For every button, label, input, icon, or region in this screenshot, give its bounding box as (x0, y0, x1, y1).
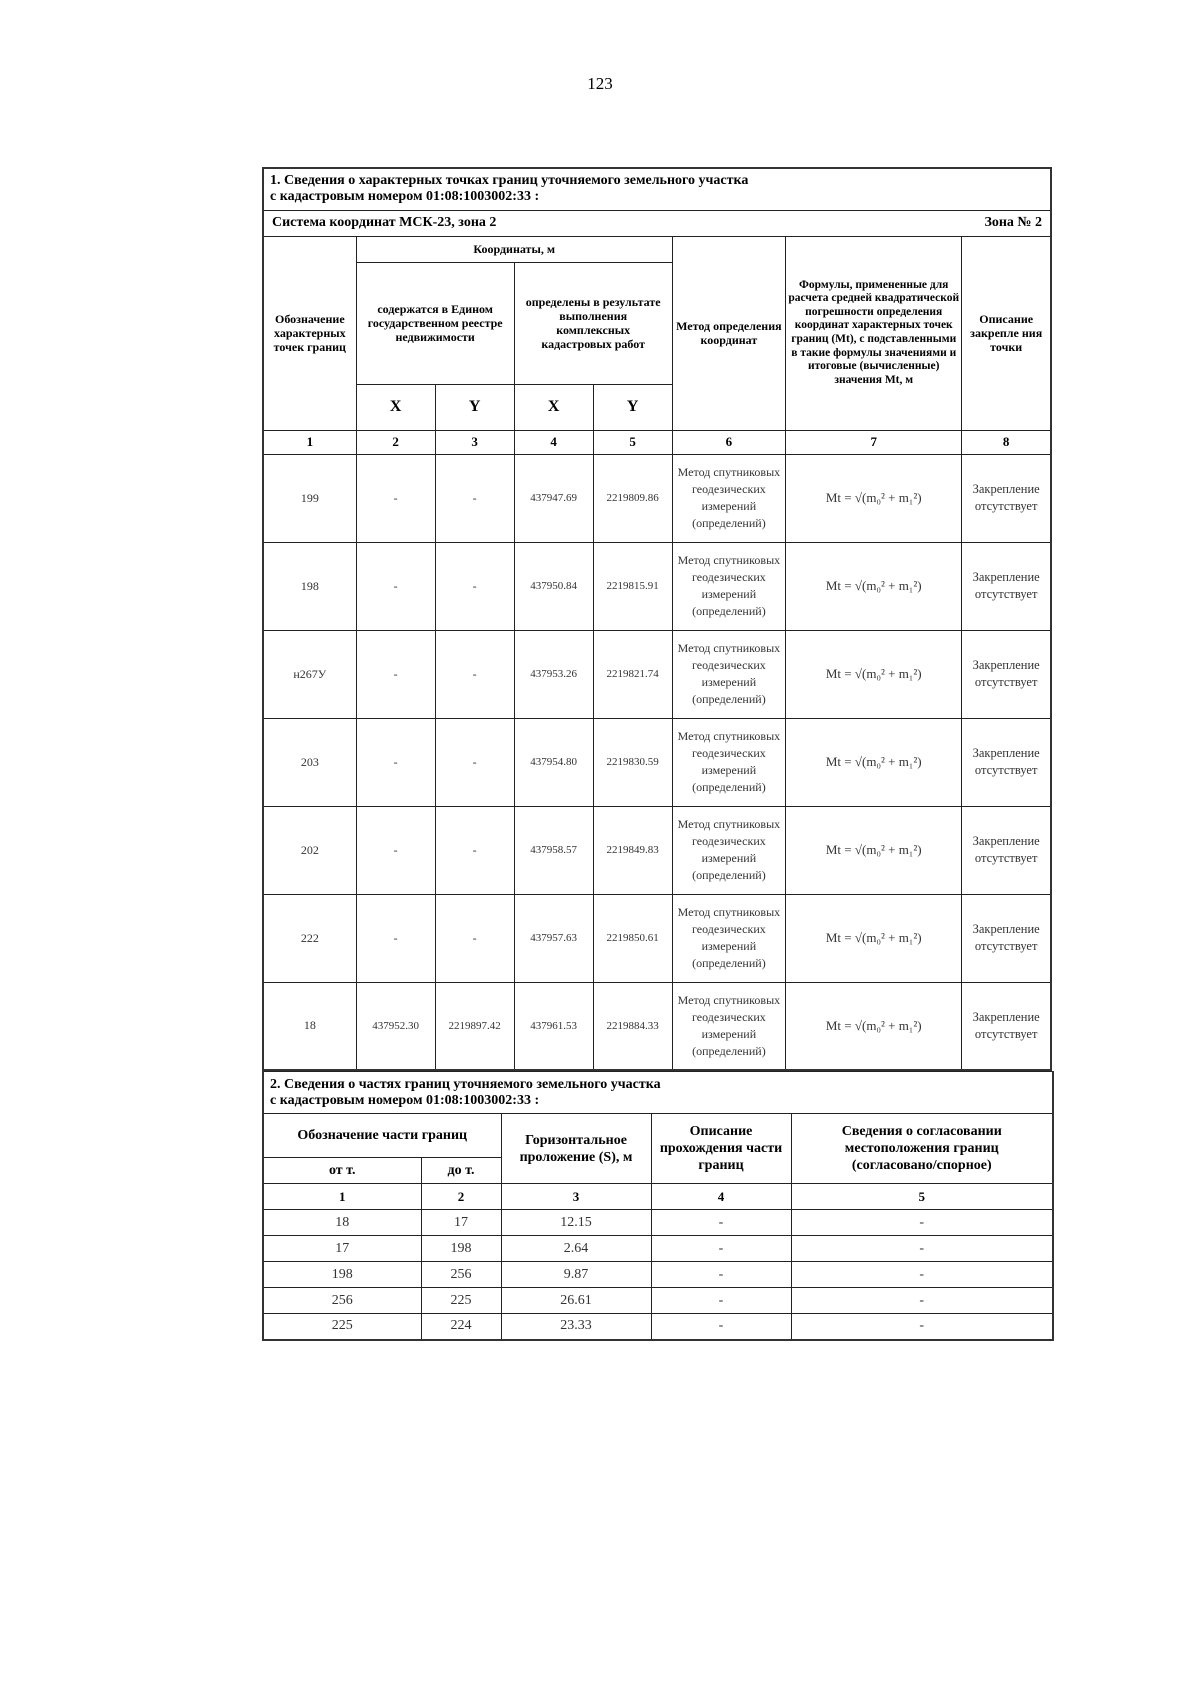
egrn-y: - (435, 894, 514, 982)
col-number: 2 (421, 1184, 501, 1210)
kkr-x: 437958.57 (514, 806, 593, 894)
table-row (263, 1314, 1053, 1340)
coordinate-system: Система координат МСК-23, зона 2 (263, 210, 962, 236)
section1-title (263, 168, 1051, 210)
egrn-y: 2219897.42 (435, 982, 514, 1070)
to-point: 17 (421, 1210, 501, 1236)
method: Метод спутниковых геодезических измерений (определений) (672, 542, 785, 630)
header-coords: Координаты, м (356, 236, 672, 262)
header-to: до т. (421, 1158, 501, 1184)
kkr-y: 2219815.91 (593, 542, 672, 630)
from-point: 18 (263, 1210, 421, 1236)
kkr-x: 437950.84 (514, 542, 593, 630)
formula: Mt = √(m₀² + m₁²) (786, 542, 962, 630)
fixation: Закрепление отсутствует (962, 806, 1051, 894)
egrn-y: - (435, 630, 514, 718)
col-number: 1 (263, 1184, 421, 1210)
section2-title-line1: 2. Сведения о частях границ уточняемого земельного участка (270, 1076, 661, 1092)
egrn-x: - (356, 718, 435, 806)
agreement: - (791, 1210, 1053, 1236)
egrn-y: - (435, 718, 514, 806)
to-point: 224 (421, 1314, 501, 1340)
col-number: 1 (263, 430, 356, 454)
to-point: 198 (421, 1236, 501, 1262)
description: - (651, 1314, 791, 1340)
header-egrn: содержатся в Едином государственном реестре недвижимости (356, 262, 514, 384)
table-row (263, 1288, 1053, 1314)
horizontal-distance: 9.87 (501, 1262, 651, 1288)
to-point: 256 (421, 1262, 501, 1288)
agreement: - (791, 1262, 1053, 1288)
egrn-x: - (356, 454, 435, 542)
page-number: 123 (587, 74, 613, 93)
formula: Mt = √(m₀² + m₁²) (786, 630, 962, 718)
point-id: н267У (263, 630, 356, 718)
method: Метод спутниковых геодезических измерений (определений) (672, 718, 785, 806)
column-numbers-row (263, 1184, 1053, 1210)
section2-title (263, 1072, 1053, 1114)
table-row (263, 630, 1051, 718)
kkr-x: 437953.26 (514, 630, 593, 718)
egrn-y: - (435, 454, 514, 542)
header-fix: Описание закрепле ния точки (962, 236, 1051, 430)
egrn-x: - (356, 542, 435, 630)
method: Метод спутниковых геодезических измерений (определений) (672, 982, 785, 1070)
from-point: 198 (263, 1262, 421, 1288)
fixation: Закрепление отсутствует (962, 454, 1051, 542)
kkr-y: 2219849.83 (593, 806, 672, 894)
section2-title-line2: с кадастровым номером 01:08:1003002:33 : (270, 1092, 540, 1108)
fixation: Закрепление отсутствует (962, 982, 1051, 1070)
table-row (263, 1262, 1053, 1288)
kkr-y: 2219830.59 (593, 718, 672, 806)
section1-title-line2: с кадастровым номером 01:08:1003002:33 : (270, 189, 540, 205)
egrn-x: - (356, 894, 435, 982)
horizontal-distance: 2.64 (501, 1236, 651, 1262)
kkr-y: 2219809.86 (593, 454, 672, 542)
header-agreement: Сведения о согласовании местоположения границ (согласовано/спорное) (791, 1114, 1053, 1184)
header-part: Обозначение части границ (263, 1114, 501, 1158)
header-method: Метод определения координат (672, 236, 785, 430)
point-id: 199 (263, 454, 356, 542)
kkr-y: 2219850.61 (593, 894, 672, 982)
egrn-x: - (356, 806, 435, 894)
agreement: - (791, 1314, 1053, 1340)
kkr-y: 2219884.33 (593, 982, 672, 1070)
from-point: 17 (263, 1236, 421, 1262)
fixation: Закрепление отсутствует (962, 894, 1051, 982)
kkr-x: 437961.53 (514, 982, 593, 1070)
col-number: 8 (962, 430, 1051, 454)
table-row (263, 718, 1051, 806)
method: Метод спутниковых геодезических измерений (определений) (672, 454, 785, 542)
horizontal-distance: 26.61 (501, 1288, 651, 1314)
table-row (263, 542, 1051, 630)
formula: Mt = √(m₀² + m₁²) (786, 894, 962, 982)
fixation: Закрепление отсутствует (962, 718, 1051, 806)
formula: Mt = √(m₀² + m₁²) (786, 454, 962, 542)
formula: Mt = √(m₀² + m₁²) (786, 718, 962, 806)
egrn-x: 437952.30 (356, 982, 435, 1070)
document-tables (262, 167, 1052, 1341)
col-number: 4 (514, 430, 593, 454)
agreement: - (791, 1288, 1053, 1314)
description: - (651, 1236, 791, 1262)
table-row (263, 894, 1051, 982)
fixation: Закрепление отсутствует (962, 542, 1051, 630)
points-table (262, 167, 1052, 1071)
column-numbers-row (263, 430, 1051, 454)
header-from: от т. (263, 1158, 421, 1184)
col-number: 4 (651, 1184, 791, 1210)
header-point: Обозначение характерных точек границ (263, 236, 356, 430)
table-row (263, 806, 1051, 894)
egrn-y: - (435, 542, 514, 630)
table-row (263, 982, 1051, 1070)
kkr-x: 437954.80 (514, 718, 593, 806)
col-number: 5 (593, 430, 672, 454)
from-point: 225 (263, 1314, 421, 1340)
col-number: 7 (786, 430, 962, 454)
zone-label: Зона № 2 (962, 210, 1051, 236)
header-formula: Формулы, примененные для расчета средней квадратической погрешности определения координат характерных точек границ (Mt), с подставленными в такие формулы значениями и итоговые (вычисленные) значения Mt, м (786, 236, 962, 430)
header-description: Описание прохождения части границ (651, 1114, 791, 1184)
formula: Mt = √(m₀² + m₁²) (786, 806, 962, 894)
header-x-egrn: X (356, 384, 435, 430)
method: Метод спутниковых геодезических измерений (определений) (672, 630, 785, 718)
point-id: 198 (263, 542, 356, 630)
agreement: - (791, 1236, 1053, 1262)
parts-table (262, 1071, 1054, 1341)
section1-title-line1: 1. Сведения о характерных точках границ уточняемого земельного участка (270, 173, 749, 189)
table-row (263, 1236, 1053, 1262)
point-id: 203 (263, 718, 356, 806)
method: Метод спутниковых геодезических измерений (определений) (672, 894, 785, 982)
description: - (651, 1262, 791, 1288)
method: Метод спутниковых геодезических измерений (определений) (672, 806, 785, 894)
point-id: 222 (263, 894, 356, 982)
fixation: Закрепление отсутствует (962, 630, 1051, 718)
col-number: 3 (435, 430, 514, 454)
col-number: 6 (672, 430, 785, 454)
header-kkr: определены в результате выполнения комплексных кадастровых работ (514, 262, 672, 384)
kkr-x: 437957.63 (514, 894, 593, 982)
kkr-x: 437947.69 (514, 454, 593, 542)
header-x-kkr: X (514, 384, 593, 430)
col-number: 2 (356, 430, 435, 454)
header-y-kkr: Y (593, 384, 672, 430)
formula: Mt = √(m₀² + m₁²) (786, 982, 962, 1070)
egrn-x: - (356, 630, 435, 718)
col-number: 5 (791, 1184, 1053, 1210)
table-row (263, 454, 1051, 542)
header-y-egrn: Y (435, 384, 514, 430)
table-row (263, 1210, 1053, 1236)
horizontal-distance: 23.33 (501, 1314, 651, 1340)
description: - (651, 1288, 791, 1314)
point-id: 202 (263, 806, 356, 894)
col-number: 3 (501, 1184, 651, 1210)
egrn-y: - (435, 806, 514, 894)
kkr-y: 2219821.74 (593, 630, 672, 718)
horizontal-distance: 12.15 (501, 1210, 651, 1236)
point-id: 18 (263, 982, 356, 1070)
description: - (651, 1210, 791, 1236)
to-point: 225 (421, 1288, 501, 1314)
from-point: 256 (263, 1288, 421, 1314)
header-horizontal: Горизонтальное проложение (S), м (501, 1114, 651, 1184)
